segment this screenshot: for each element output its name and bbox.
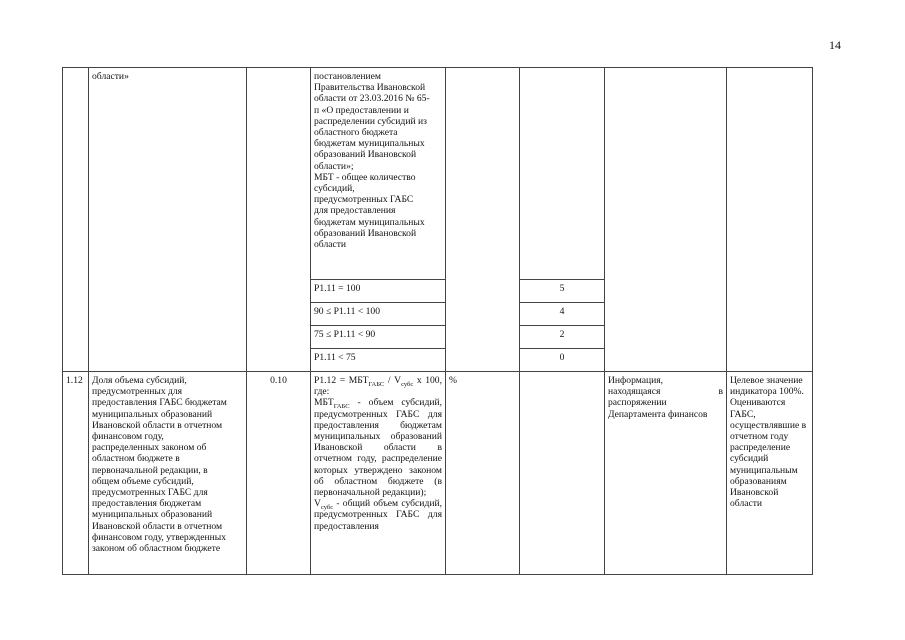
cell-formula: постановлением Правительства Ивановской области от 23.03.2016 № 65- п «О предоставлении и распределении субсидий из областного бюджета бюджетам муниципальных образований Ивановской области»; МБТ - общее количество субсидий, предусмотренных ГАБС для предоставления бюджетам муниципальных образований Ивановской области <box>311 68 446 280</box>
table-row-1-12 <box>63 372 813 575</box>
cell-source <box>605 68 727 372</box>
formula-sub: субс <box>401 380 414 388</box>
source-text: распоряжении Департамента финансов <box>608 397 708 420</box>
cell-number: 1.12 <box>63 372 89 575</box>
cell-indicator-name: Доля объема субсидий, предусмотренных для предоставления ГАБС бюджетам муниципальных образований Ивановской области в отчетном финансовом году, распределенных законом об областном бюджете в первоначальной редакции, в общем объеме субсидий, предусмотренных ГАБС для предоставления бюджетам муниципальных образований Ивановской области в отчетном финансовом году, утвержденных законом об областном бюджете <box>89 372 247 575</box>
definition-sub: субс <box>320 504 334 512</box>
score-value: 5 <box>520 280 605 303</box>
definition-text: - объем субсидий, предусмотренных ГАБС для предоставления бюджетам муниципальных образований Ивановской области в отчетном году, распределение которых утверждено законом об областном бюджете (в первоначальной редакции); <box>314 397 442 499</box>
definition-lead: V <box>314 498 321 510</box>
source-line <box>608 386 723 397</box>
cell-score <box>520 372 605 575</box>
cell-number <box>63 68 89 372</box>
formula-sub: ГАБС <box>368 380 385 388</box>
cell-unit: % <box>446 372 520 575</box>
score-value: 4 <box>520 303 605 326</box>
table-row-1-11 <box>63 68 813 280</box>
cell-weight: 0.10 <box>247 372 311 575</box>
definition-sub: ГАБС <box>333 403 350 411</box>
page-number: 14 <box>829 38 841 52</box>
score-condition: 75 ≤ Р1.11 < 90 <box>311 326 446 349</box>
cell-weight <box>247 68 311 372</box>
indicator-table <box>62 67 813 575</box>
score-condition: Р1.11 = 100 <box>311 280 446 303</box>
score-condition: 90 ≤ Р1.11 < 100 <box>311 303 446 326</box>
cell-unit <box>446 68 520 372</box>
source-text: находящаяся <box>608 386 661 398</box>
cell-score <box>520 68 605 280</box>
cell-note <box>727 68 813 372</box>
cell-note: Целевое значение индикатора 100%. Оцениваются ГАБС, осуществлявшие в отчетном году распределение субсидий муниципальным образованиям Ивановской области <box>727 372 813 575</box>
score-value: 2 <box>520 326 605 349</box>
definition-text: - общий объем субсидий, предусмотренных ГАБС для предоставления <box>314 498 442 532</box>
definition-lead: МБТ <box>314 397 334 409</box>
score-condition: Р1.11 < 75 <box>311 349 446 372</box>
cell-formula <box>311 372 446 575</box>
cell-source <box>605 372 727 575</box>
formula-mid: / V <box>384 375 402 386</box>
source-text: в <box>718 386 723 398</box>
formula-start: Р1.12 = МБТ <box>314 375 369 386</box>
source-line: Информация, <box>608 375 664 386</box>
score-value: 0 <box>520 349 605 372</box>
formula-end: х 100, где: <box>314 375 442 398</box>
cell-indicator-name: области» <box>89 68 247 372</box>
